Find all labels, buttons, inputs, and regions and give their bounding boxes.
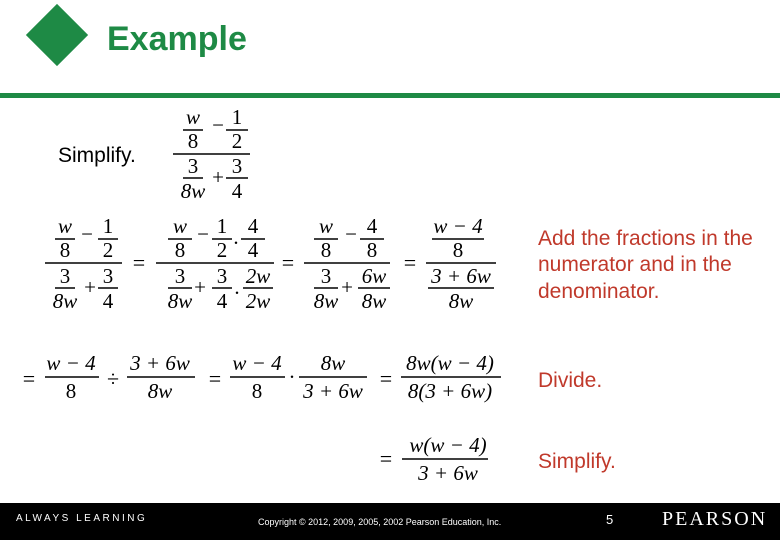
symbol: 1 (216, 214, 228, 238)
symbol: 3 (59, 264, 71, 288)
symbol: 2w (245, 264, 271, 288)
symbol: 3 (102, 264, 114, 288)
symbol: 3 (187, 154, 199, 178)
symbol: · (232, 231, 240, 255)
symbol: 8 (59, 238, 71, 262)
problem-expression (168, 102, 258, 206)
symbol: − (212, 113, 224, 137)
symbol: 8w (180, 179, 206, 203)
symbol: 4 (216, 289, 228, 313)
step3-expression (372, 430, 502, 490)
symbol: 3 (174, 264, 186, 288)
symbol: 8w(w − 4) (406, 351, 494, 375)
symbol: 4 (366, 214, 378, 238)
symbol: + (341, 275, 353, 299)
symbol: 8 (366, 238, 378, 262)
equals-sign: = (208, 366, 222, 391)
symbol: 2w (245, 289, 271, 313)
equals-sign: = (132, 250, 146, 275)
symbol: 1 (231, 105, 243, 129)
slide-title: Example (107, 20, 247, 58)
symbol: 8w (52, 289, 78, 313)
symbol: w − 4 (232, 351, 282, 375)
equals-sign: = (379, 366, 393, 391)
step1-term-c (304, 214, 390, 313)
step1-term-a (45, 214, 122, 313)
equals-sign: = (22, 366, 36, 391)
symbol: 3 + 6w (431, 264, 491, 288)
step2-note: Divide. (538, 369, 603, 392)
step1-term-b (156, 214, 274, 313)
step1-term-d (426, 214, 496, 313)
symbol: 3 + 6w (303, 379, 363, 403)
symbol: 8w (147, 379, 173, 403)
symbol: 8w (167, 289, 193, 313)
equals-sign: = (403, 250, 417, 275)
step2-expression (15, 346, 525, 406)
symbol: 1 (102, 214, 114, 238)
symbol: 4 (247, 214, 259, 238)
symbol: 8 (320, 238, 332, 262)
symbol: + (212, 165, 224, 189)
symbol: 8 (174, 238, 186, 262)
prompt-text: Simplify. (58, 144, 136, 167)
symbol: w (172, 214, 188, 238)
symbol: 3 (216, 264, 228, 288)
symbol: 3 (231, 154, 243, 178)
symbol: 2 (102, 238, 114, 262)
symbol: · (233, 281, 241, 305)
symbol: w − 4 (46, 351, 96, 375)
step1-expression (40, 210, 510, 315)
symbol: 4 (231, 179, 243, 203)
symbol: 8w (313, 289, 339, 313)
pearson-logo: PEARSON (662, 508, 768, 530)
title-diamond-icon (26, 4, 88, 66)
symbol: w(w − 4) (409, 433, 487, 457)
symbol: 4 (247, 238, 259, 262)
symbol: w (57, 214, 73, 238)
symbol: 2 (216, 238, 228, 262)
symbol: 8w (448, 289, 474, 313)
footer-tagline: ALWAYS LEARNING (16, 513, 148, 524)
symbol: 8 (187, 129, 199, 153)
divide-sign: ÷ (106, 366, 120, 391)
symbol: 6w (361, 264, 387, 288)
symbol: 8 (65, 379, 77, 403)
symbol: 3 + 6w (418, 461, 478, 485)
symbol: 8 (251, 379, 263, 403)
symbol: w (318, 214, 334, 238)
symbol: − (197, 222, 209, 246)
symbol: − (81, 222, 93, 246)
symbol: 8(3 + 6w) (407, 379, 493, 403)
symbol: + (84, 275, 96, 299)
symbol: w (185, 105, 201, 129)
step1-note: Add the fractions in the numerator and in the denominator. (538, 227, 753, 303)
symbol: 8w (320, 351, 346, 375)
symbol: 4 (102, 289, 114, 313)
equals-sign: = (281, 250, 295, 275)
symbol: 3 (320, 264, 332, 288)
symbol: w − 4 (433, 214, 483, 238)
symbol: − (345, 222, 357, 246)
symbol: 3 + 6w (130, 351, 190, 375)
symbol: + (194, 275, 206, 299)
symbol: 8 (452, 238, 464, 262)
symbol: 8w (361, 289, 387, 313)
equals-sign: = (379, 446, 393, 471)
step3-note: Simplify. (538, 450, 616, 473)
footer-copyright: Copyright © 2012, 2009, 2005, 2002 Pearson Education, Inc. (258, 517, 502, 527)
title-rule (0, 93, 780, 98)
symbol: 2 (231, 129, 243, 153)
symbol: · (288, 365, 296, 389)
page-number: 5 (606, 512, 614, 527)
